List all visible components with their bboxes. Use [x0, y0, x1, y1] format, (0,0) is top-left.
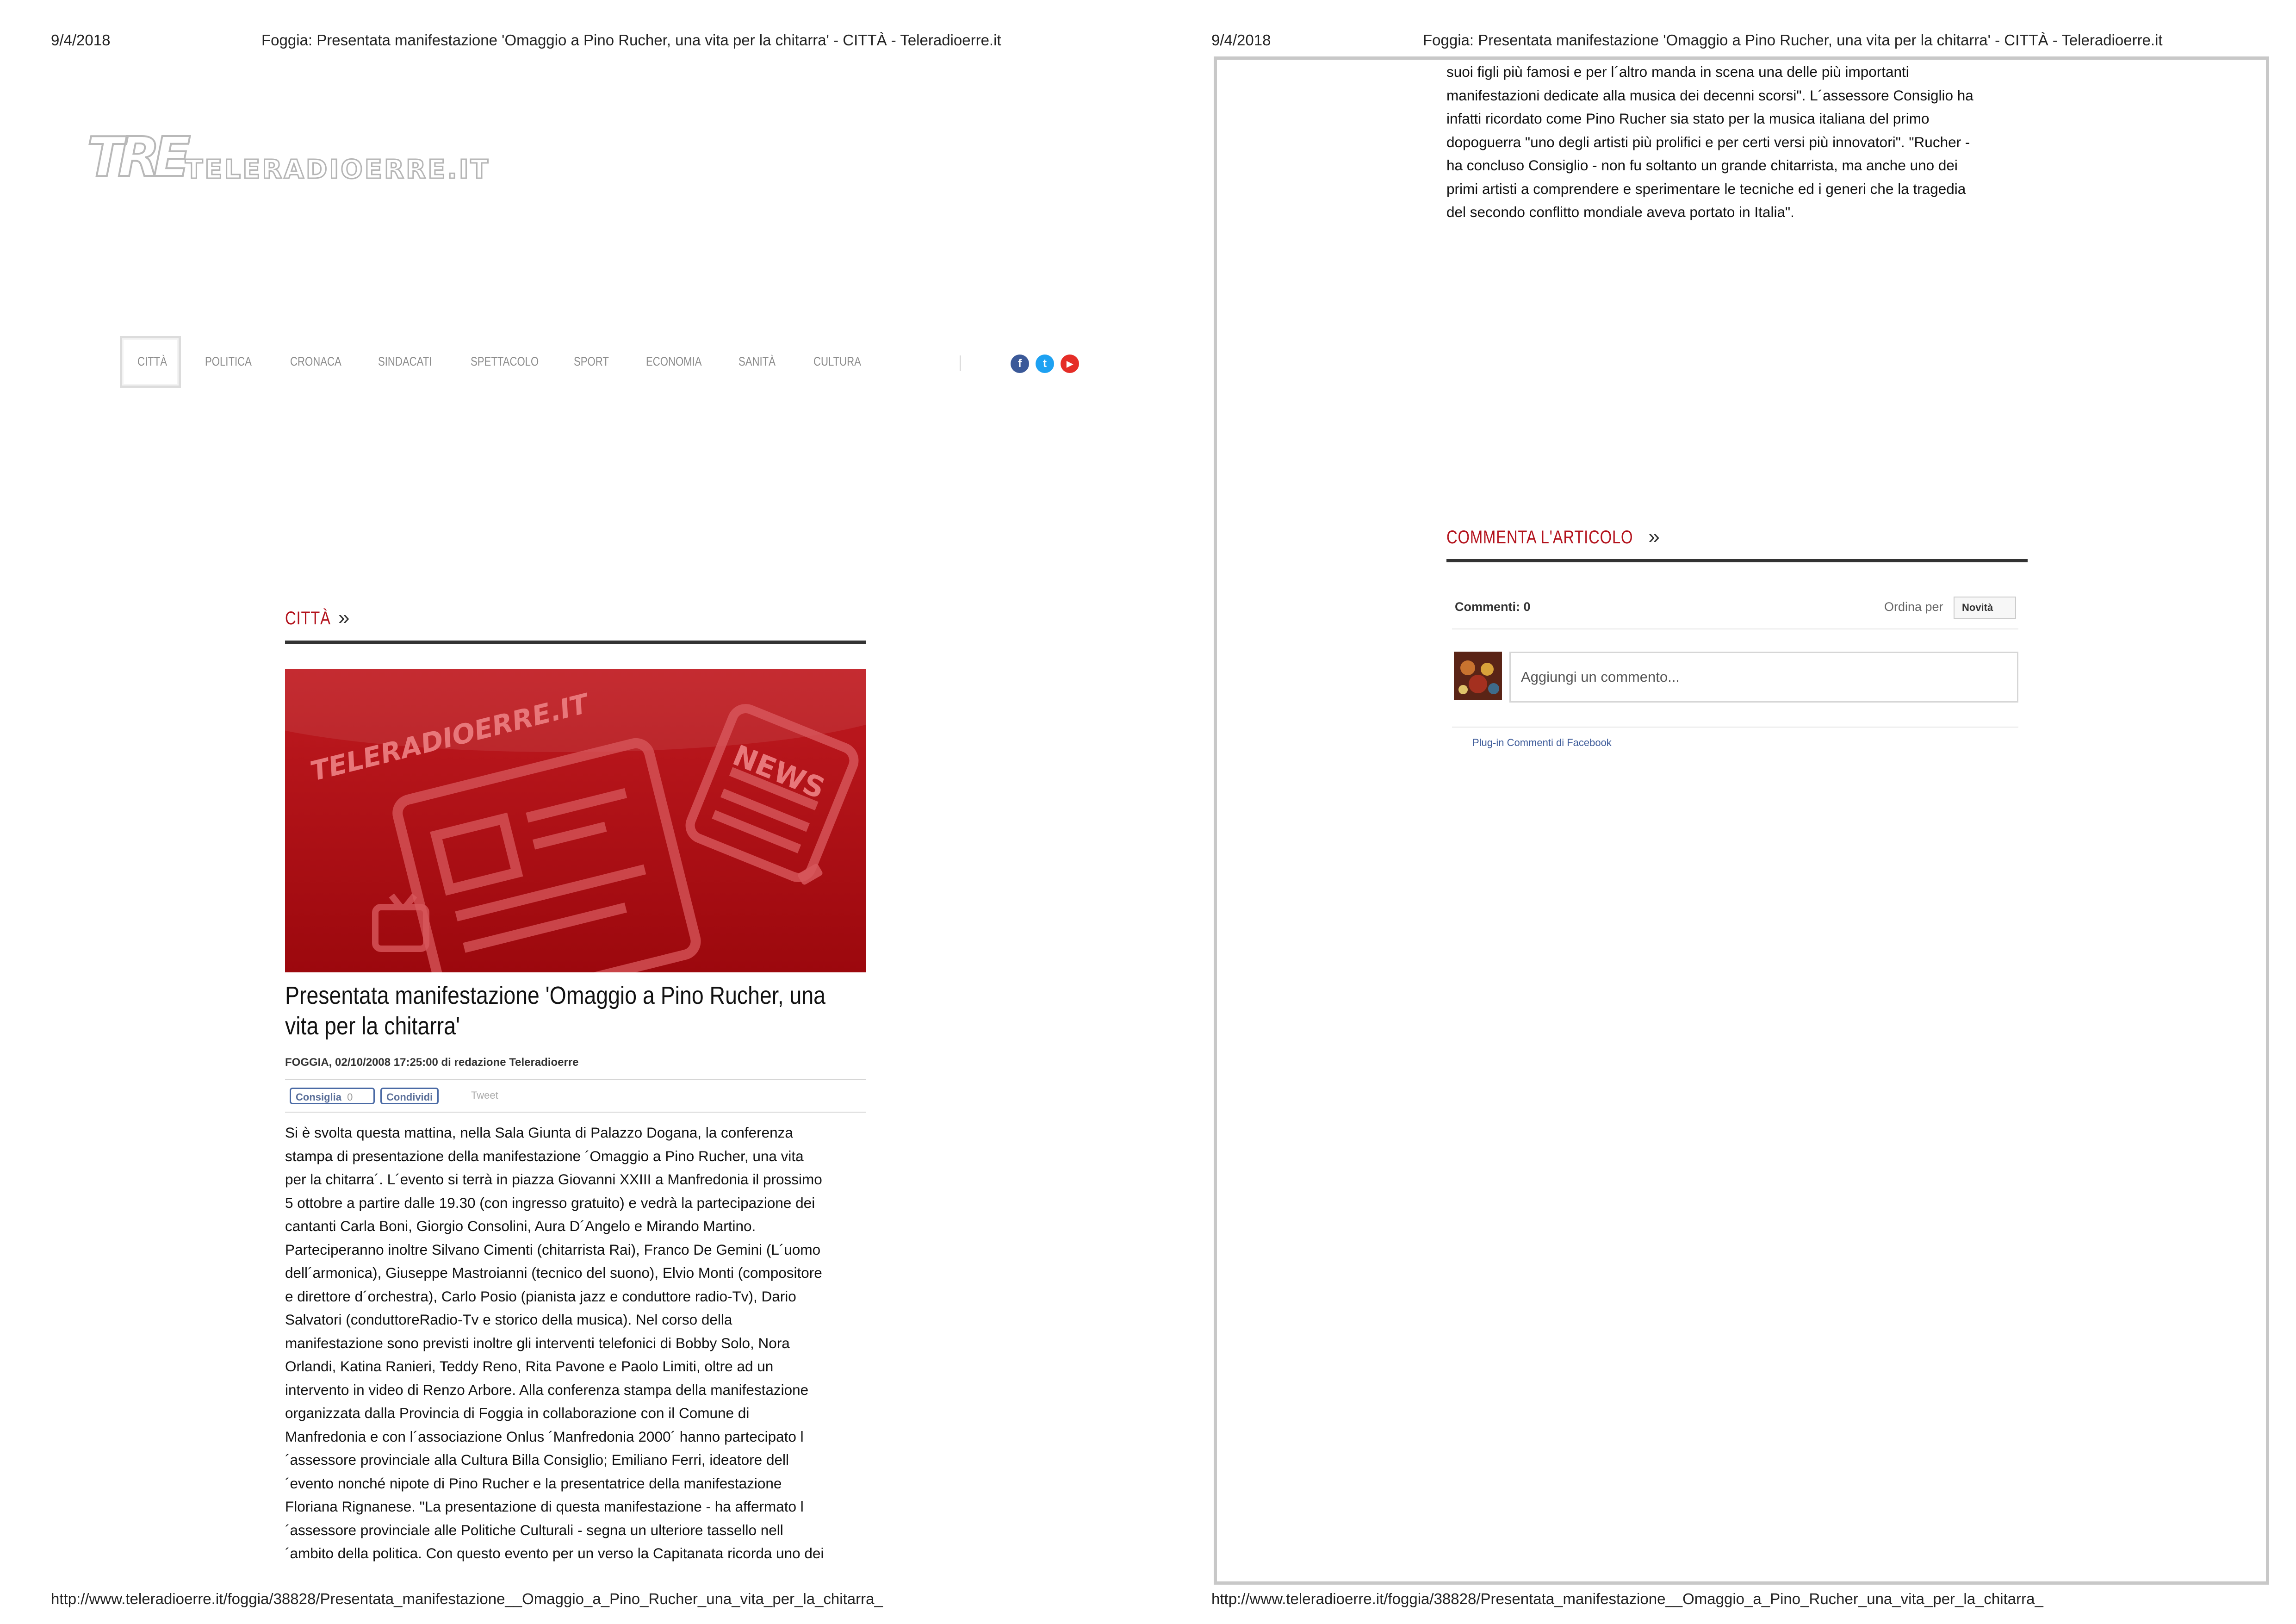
- facebook-icon[interactable]: f: [1011, 355, 1029, 373]
- body-line: ´evento nonché nipote di Pino Rucher e la presentatrice della manifestazione: [285, 1475, 782, 1492]
- body-line: Parteciperanno inoltre Silvano Cimenti (chitarrista Rai), Franco De Gemini (L´uomo: [285, 1241, 821, 1258]
- youtube-icon[interactable]: ▶: [1061, 355, 1079, 373]
- sort-label: Ordina per: [1884, 600, 1943, 614]
- print-footer-url-page2: http://www.teleradioerre.it/foggia/38828/Presentata_manifestazione__Omaggio_a_Pino_Rucher_una_vita_per_la_chitarra_: [1211, 1590, 2043, 1607]
- like-count: 0: [347, 1091, 353, 1103]
- section-title: CITTÀ: [285, 608, 331, 628]
- body-line: ´assessore provinciale alle Politiche Culturali - segna un ulteriore tassello nell: [285, 1521, 783, 1538]
- print-title: Foggia: Presentata manifestazione 'Omaggio a Pino Rucher, una vita per la chitarra' - CITTÀ - Teleradioerre.it: [261, 31, 1001, 49]
- print-title-page2: Foggia: Presentata manifestazione 'Omaggio a Pino Rucher, una vita per la chitarra' - CITTÀ - Teleradioerre.it: [1423, 31, 2163, 49]
- logo-mark: TRE: [87, 125, 184, 189]
- like-button[interactable]: [290, 1088, 375, 1104]
- logo-text: TELERADIOERRE.IT: [185, 155, 490, 185]
- print-footer-url: http://www.teleradioerre.it/foggia/38828/Presentata_manifestazione__Omaggio_a_Pino_Rucher_una_vita_per_la_chitarra_: [51, 1590, 883, 1607]
- body-line: dell´armonica), Giuseppe Mastroianni (tecnico del suono), Elvio Monti (compositore: [285, 1264, 822, 1281]
- body-line: cantanti Carla Boni, Giorgio Consolini, Aura D´Angelo e Mirando Martino.: [285, 1218, 756, 1234]
- body-line: manifestazioni dedicate alla musica dei decenni scorsi". L´assessore Consiglio ha: [1446, 87, 1973, 104]
- body-line: Si è svolta questa mattina, nella Sala Giunta di Palazzo Dogana, la conferenza: [285, 1124, 793, 1141]
- hero-news-text: NEWS: [728, 738, 830, 806]
- article-meta: FOGGIA, 02/10/2008 17:25:00 di redazione Teleradioerre: [285, 1056, 579, 1069]
- page2-frame: [1214, 56, 2269, 1585]
- hero-image: [285, 669, 866, 972]
- nav-item-cronaca[interactable]: CRONACA: [290, 355, 341, 368]
- body-line: dopoguerra "uno degli artisti più prolifici e per certi versi più innovatori". "Rucher -: [1446, 133, 1970, 150]
- body-line: Floriana Rignanese. "La presentazione di questa manifestazione - ha affermato l: [285, 1498, 804, 1515]
- section-header[interactable]: [285, 606, 349, 629]
- avatar-image: [1454, 652, 1502, 700]
- article-body-page1: [285, 1121, 877, 1565]
- article-body-page2: [1446, 60, 2048, 224]
- sort-select[interactable]: Novità: [1954, 597, 2016, 619]
- nav-item-sindacati[interactable]: SINDACATI: [378, 355, 432, 368]
- facebook-plugin-link[interactable]: Plug-in Commenti di Facebook: [1472, 737, 1612, 748]
- print-date-page2: 9/4/2018: [1211, 31, 1271, 49]
- body-line: Manfredonia e con l´associazione Onlus ´Manfredonia 2000´ hanno partecipato l: [285, 1428, 804, 1445]
- body-line: Salvatori (conduttoreRadio-Tv e storico della musica). Nel corso della: [285, 1311, 732, 1328]
- like-label: Consiglia: [296, 1091, 342, 1103]
- body-line: suoi figli più famosi e per l´altro manda in scena una delle più importanti: [1446, 63, 1909, 80]
- twitter-icon[interactable]: t: [1036, 355, 1054, 373]
- share-button[interactable]: Condividi: [380, 1088, 439, 1104]
- section-rule: [285, 641, 866, 644]
- body-line: per la chitarra´. L´evento si terrà in piazza Giovanni XXIII a Manfredonia il prossimo: [285, 1171, 822, 1188]
- nav-item-politica[interactable]: POLITICA: [205, 355, 252, 368]
- comments-title: COMMENTA L'ARTICOLO: [1446, 527, 1633, 548]
- body-line: del secondo conflitto mondiale aveva portato in Italia".: [1446, 204, 1794, 220]
- body-line: primi artisti a comprendere e sperimentare le tecniche ed i generi che la tragedia: [1446, 180, 1966, 197]
- nav-item-spettacolo[interactable]: SPETTACOLO: [471, 355, 539, 368]
- double-chevron-icon: »: [338, 606, 350, 629]
- nav-item-economia[interactable]: ECONOMIA: [646, 355, 702, 368]
- nav-item-cultura[interactable]: CULTURA: [813, 355, 861, 368]
- avatar: [1454, 652, 1502, 700]
- nav-item-sport[interactable]: SPORT: [574, 355, 609, 368]
- double-chevron-icon: »: [1648, 525, 1660, 548]
- comments-rule: [1446, 559, 2028, 562]
- nav-item-sanita[interactable]: SANITÀ: [738, 355, 776, 368]
- comment-input[interactable]: Aggiungi un commento...: [1509, 652, 2018, 703]
- body-line: organizzata dalla Provincia di Foggia in collaborazione con il Comune di: [285, 1405, 750, 1421]
- nav-item-citta[interactable]: CITTÀ: [137, 355, 167, 368]
- print-date: 9/4/2018: [51, 31, 111, 49]
- comments-header[interactable]: [1446, 525, 1660, 548]
- body-line: ´assessore provinciale alla Cultura Billa Consiglio; Emiliano Ferri, ideatore dell: [285, 1451, 789, 1468]
- share-bar-top-rule: [285, 1079, 866, 1080]
- body-line: ha concluso Consiglio - non fu soltanto un grande chitarrista, ma anche uno dei: [1446, 157, 1958, 174]
- share-bar-bottom-rule: [285, 1112, 866, 1113]
- article-title: Presentata manifestazione 'Omaggio a Pino Rucher, una vita per la chitarra': [285, 982, 825, 1040]
- body-line: stampa di presentazione della manifestazione ´Omaggio a Pino Rucher, una vita: [285, 1147, 804, 1164]
- plugin-divider: [1452, 727, 2018, 728]
- comments-divider: [1452, 628, 2018, 629]
- hero-brand-text: TELERADIOERRE.IT: [307, 687, 592, 787]
- comment-count: Commenti: 0: [1455, 600, 1531, 614]
- body-line: infatti ricordato come Pino Rucher sia stato per la musica italiana del primo: [1446, 110, 1930, 127]
- body-line: 5 ottobre a partire dalle 19.30 (con ingresso gratuito) e vedrà la partecipazione dei: [285, 1194, 815, 1211]
- body-line: Orlandi, Katina Ranieri, Teddy Reno, Rita Pavone e Paolo Limiti, oltre ad un: [285, 1358, 774, 1375]
- body-line: ´ambito della politica. Con questo evento per un verso la Capitanata ricorda uno dei: [285, 1545, 824, 1562]
- tweet-button[interactable]: Tweet: [471, 1089, 498, 1101]
- body-line: intervento in video di Renzo Arbore. Alla conferenza stampa della manifestazione: [285, 1381, 809, 1398]
- body-line: e direttore d´orchestra), Carlo Posio (pianista jazz e conduttore radio-Tv), Dario: [285, 1288, 796, 1305]
- nav-separator: [960, 355, 961, 371]
- body-line: manifestazione sono previsti inoltre gli interventi telefonici di Bobby Solo, Nora: [285, 1334, 790, 1351]
